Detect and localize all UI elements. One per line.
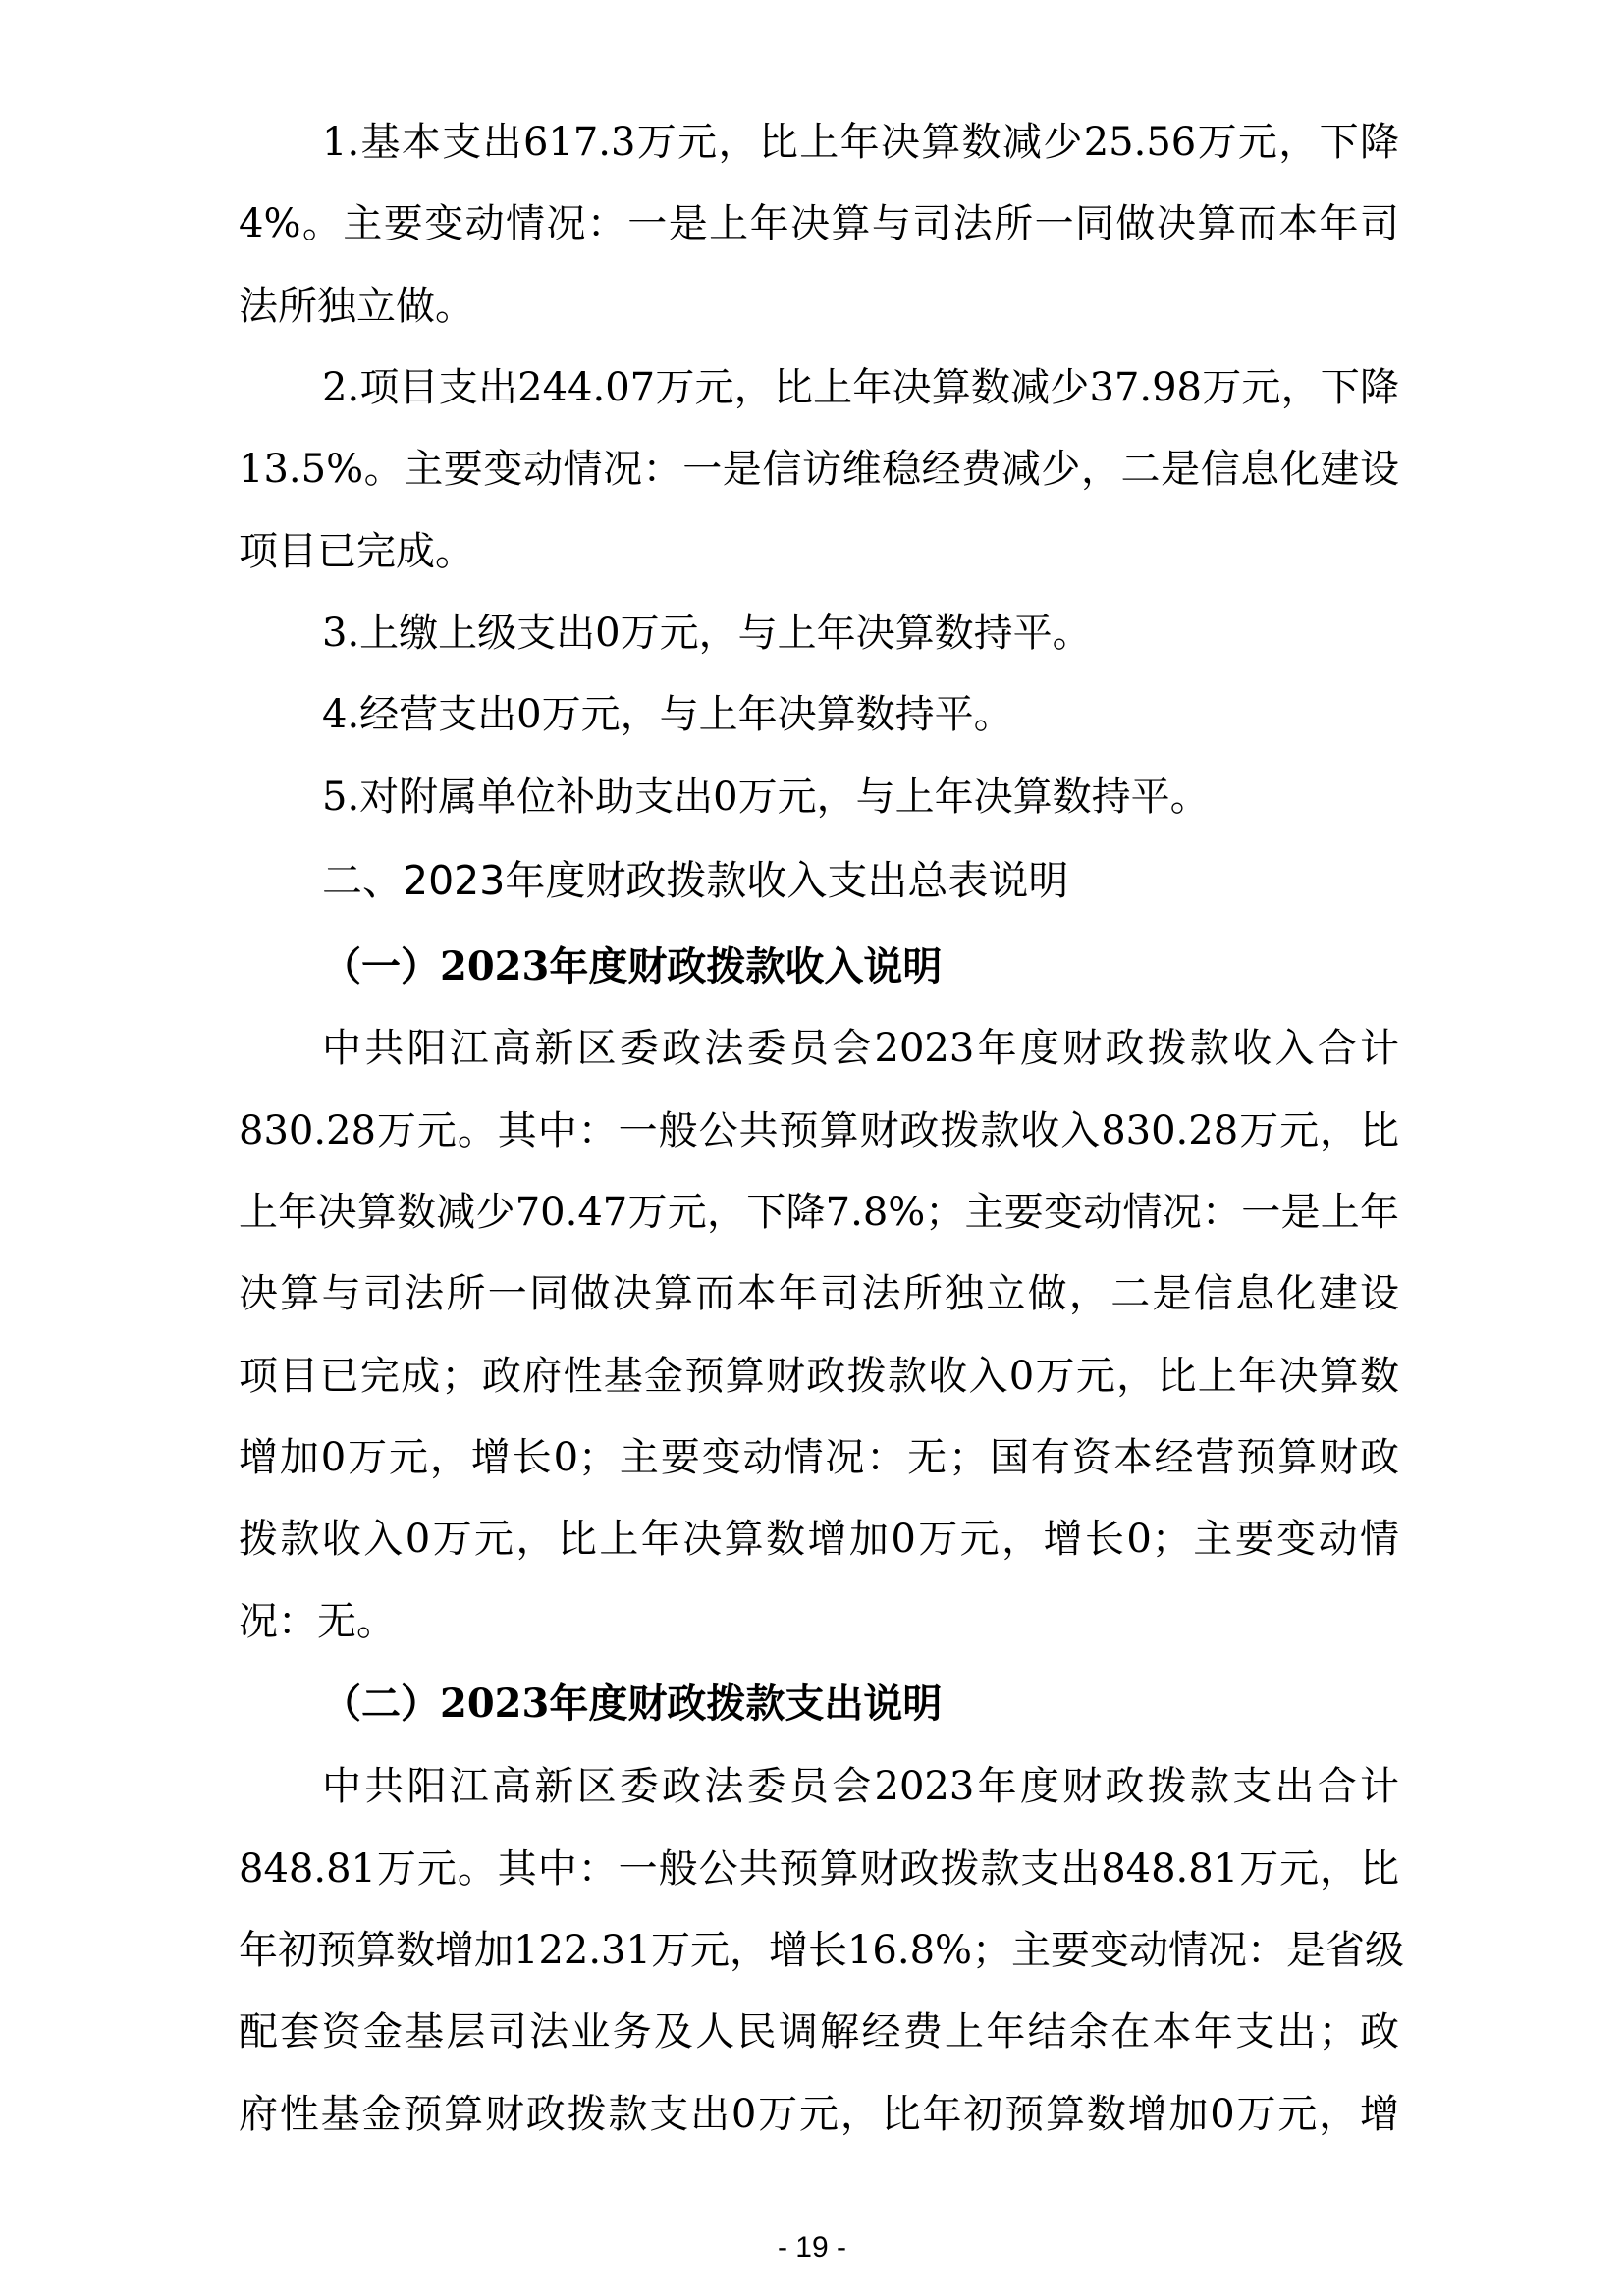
expenditure-paragraph-line-3: 年初预算数增加122.31万元，增长16.8%；主要变动情况：是省级 (239, 1928, 1405, 1973)
income-paragraph-line-1: 中共阳江高新区委政法委员会2023年度财政拨款收入合计 (322, 1026, 1399, 1071)
paragraph-basic-expenditure-line-2: 4%。主要变动情况：一是上年决算与司法所一同做决算而本年司 (239, 201, 1399, 246)
expenditure-paragraph-line-5: 府性基金预算财政拨款支出0万元，比年初预算数增加0万元，增 (239, 2092, 1399, 2137)
income-paragraph-line-8: 况：无。 (239, 1599, 396, 1644)
paragraph-subsidiary-subsidy: 5.对附属单位补助支出0万元，与上年决算数持平。 (322, 774, 1210, 820)
paragraph-basic-expenditure-line-3: 法所独立做。 (239, 284, 474, 329)
expenditure-paragraph-line-1: 中共阳江高新区委政法委员会2023年度财政拨款支出合计 (322, 1764, 1399, 1809)
paragraph-superior-payment: 3.上缴上级支出0万元，与上年决算数持平。 (322, 611, 1092, 656)
income-paragraph-line-7: 拨款收入0万元，比上年决算数增加0万元，增长0；主要变动情 (239, 1517, 1399, 1562)
expenditure-paragraph-line-2: 848.81万元。其中：一般公共预算财政拨款支出848.81万元，比 (239, 1846, 1399, 1892)
income-paragraph-line-4: 决算与司法所一同做决算而本年司法所独立做，二是信息化建设 (239, 1271, 1399, 1316)
page-number: - 19 - (777, 2231, 847, 2264)
income-paragraph-line-3: 上年决算数减少70.47万元，下降7.8%；主要变动情况：一是上年 (239, 1190, 1399, 1235)
income-paragraph-line-2: 830.28万元。其中：一般公共预算财政拨款收入830.28万元，比 (239, 1108, 1399, 1153)
paragraph-basic-expenditure-line-1: 1.基本支出617.3万元，比上年决算数减少25.56万元，下降 (322, 120, 1399, 165)
expenditure-subheading: （二）2023年度财政拨款支出说明 (322, 1681, 943, 1727)
section-heading: 二、2023年度财政拨款收入支出总表说明 (322, 857, 1069, 904)
income-subheading: （一）2023年度财政拨款收入说明 (322, 943, 943, 989)
paragraph-operating-expenditure: 4.经营支出0万元，与上年决算数持平。 (322, 692, 1013, 737)
paragraph-project-expenditure-line-2: 13.5%。主要变动情况：一是信访维稳经费减少，二是信息化建设 (239, 447, 1399, 492)
paragraph-project-expenditure-line-3: 项目已完成。 (239, 529, 474, 574)
paragraph-project-expenditure-line-1: 2.项目支出244.07万元，比上年决算数减少37.98万元，下降 (322, 365, 1399, 410)
expenditure-paragraph-line-4: 配套资金基层司法业务及人民调解经费上年结余在本年支出；政 (239, 2009, 1399, 2055)
income-paragraph-line-5: 项目已完成；政府性基金预算财政拨款收入0万元，比上年决算数 (239, 1354, 1399, 1399)
income-paragraph-line-6: 增加0万元，增长0；主要变动情况：无；国有资本经营预算财政 (239, 1435, 1399, 1480)
